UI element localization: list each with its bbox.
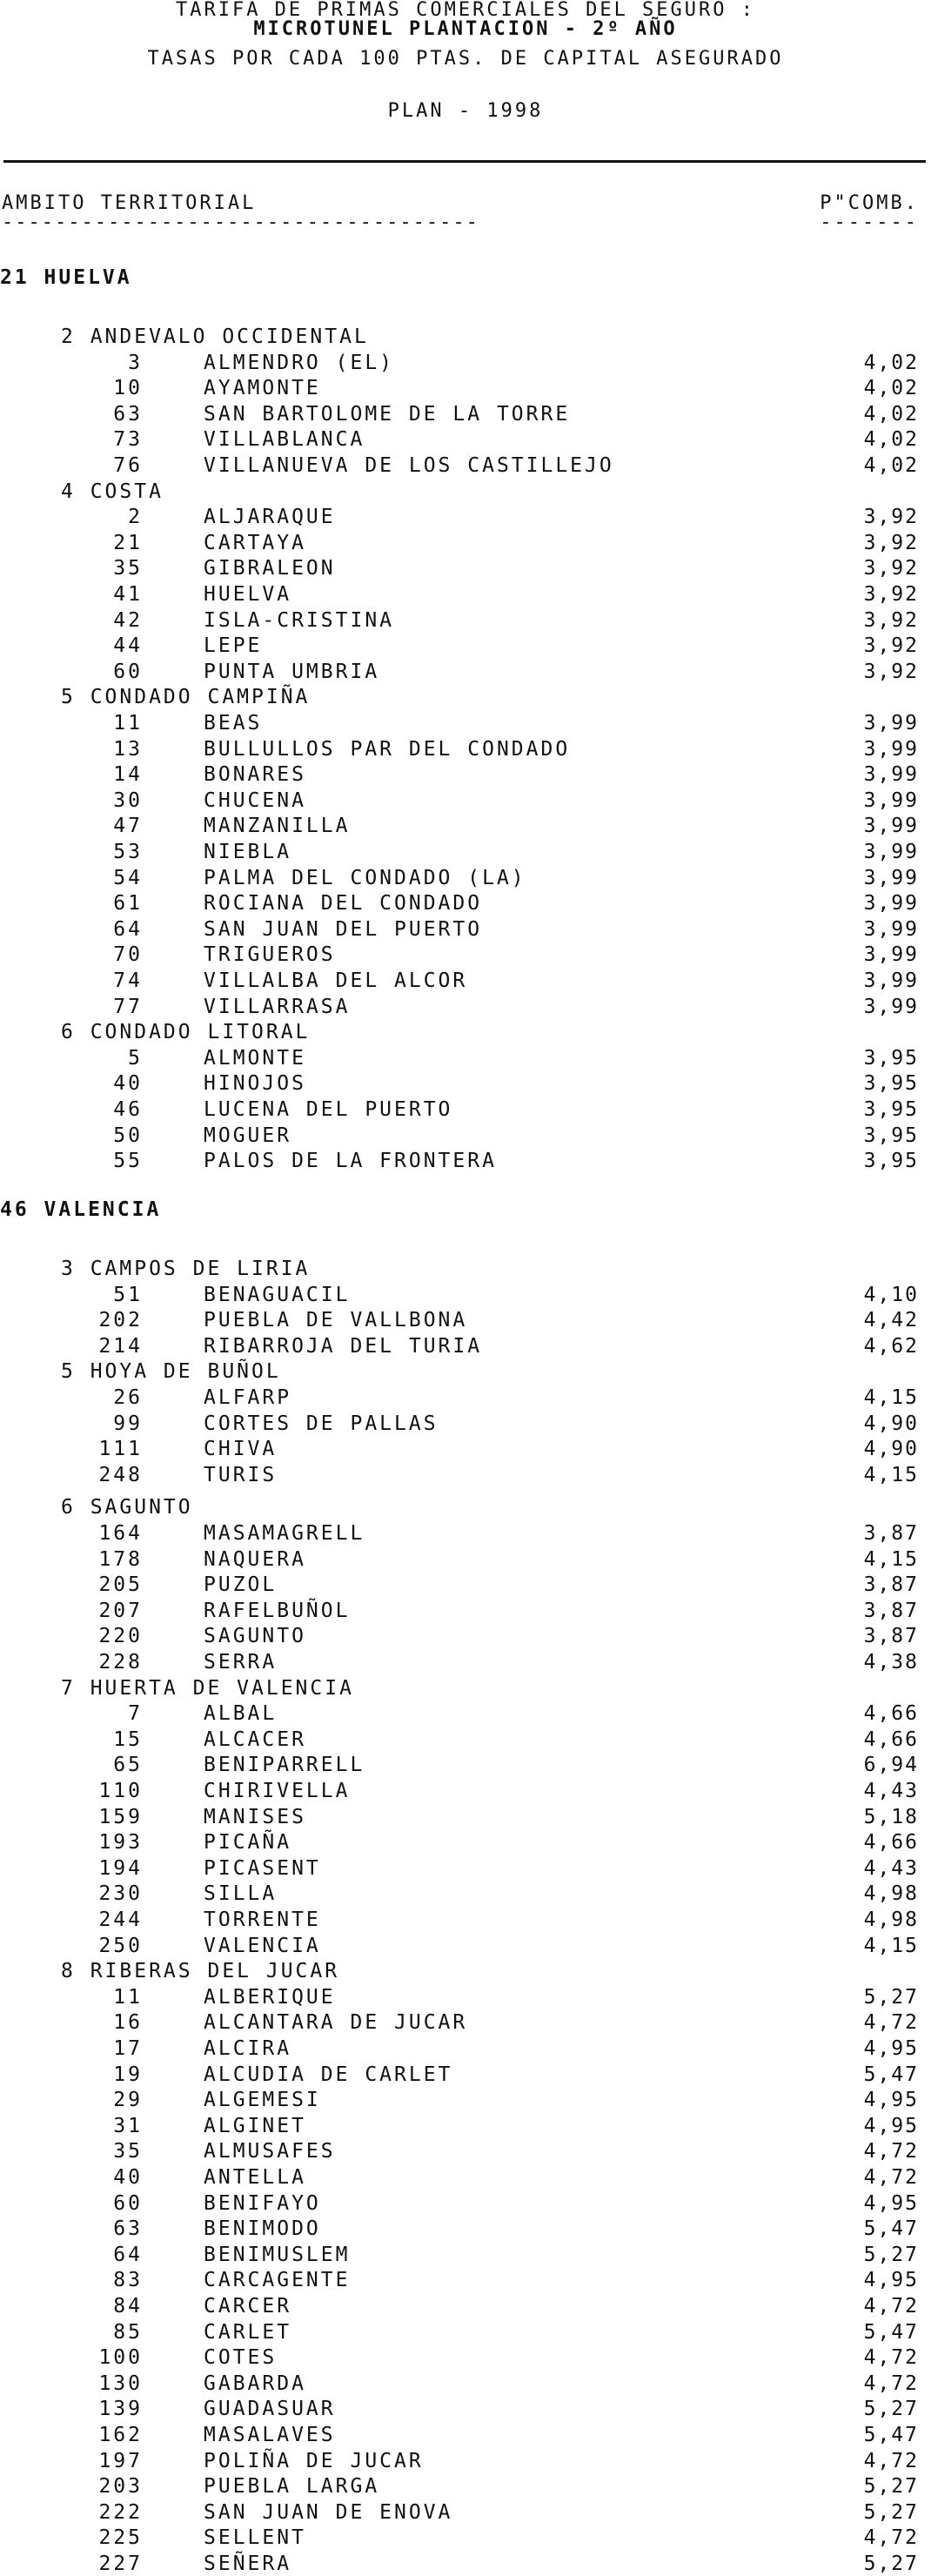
municipality-name: GUADASUAR — [204, 2398, 336, 2421]
premium-rate: 4,15 — [863, 1547, 919, 1571]
municipality-code: 73 — [113, 428, 143, 452]
premium-rate: 5,27 — [863, 2553, 919, 2575]
premium-rate: 4,15 — [863, 1386, 919, 1409]
premium-rate: 3,92 — [863, 583, 919, 606]
municipality-name: CARCER — [204, 2295, 292, 2318]
municipality-name: VILLABLANCA — [204, 428, 365, 452]
premium-rate: 4,72 — [863, 2449, 919, 2472]
municipality-name: ALBAL — [204, 1702, 278, 1726]
municipality-code: 10 — [113, 377, 143, 400]
municipality-name: MOGUER — [204, 1124, 292, 1147]
plan-year: PLAN - 1998 — [387, 100, 544, 122]
municipality-code: 7 — [128, 1702, 143, 1726]
municipality-code: 74 — [113, 969, 143, 992]
municipality-name: MANZANILLA — [204, 815, 351, 838]
province-label: 46 VALENCIA — [0, 1198, 162, 1221]
municipality-code: 11 — [113, 1985, 143, 2009]
municipality-name: ALMONTE — [204, 1046, 306, 1070]
column-header-rate: P"COMB. — [820, 192, 919, 214]
municipality-name: SAGUNTO — [204, 1625, 306, 1648]
premium-rate: 4,42 — [863, 1309, 919, 1332]
municipality-name: ROCIANA DEL CONDADO — [204, 892, 483, 916]
municipality-name: NIEBLA — [204, 841, 292, 863]
municipality-name: VILLALBA DEL ALCOR — [204, 969, 468, 992]
municipality-code: 64 — [113, 2243, 143, 2266]
comarca-label: 6 CONDADO LITORAL — [61, 1021, 311, 1044]
municipality-code: 30 — [113, 788, 143, 812]
municipality-name: TRIGUEROS — [204, 943, 336, 967]
municipality-name: VALENCIA — [204, 1934, 321, 1957]
premium-rate: 5,47 — [863, 2424, 919, 2446]
municipality-code: 228 — [98, 1651, 143, 1674]
header-title-line-2: MICROTUNEL PLANTACION - 2º AÑO — [253, 18, 678, 40]
municipality-name: BENIMUSLEM — [204, 2243, 351, 2266]
premium-rate: 3,87 — [863, 1573, 919, 1597]
premium-rate: 3,99 — [863, 737, 919, 761]
municipality-name: SERRA — [204, 1651, 278, 1674]
municipality-name: PUEBLA DE VALLBONA — [204, 1309, 468, 1332]
municipality-code: 26 — [113, 1386, 143, 1409]
municipality-code: 31 — [113, 2114, 143, 2137]
municipality-name: VILLARRASA — [204, 995, 351, 1018]
header-rule — [3, 160, 926, 163]
premium-rate: 4,02 — [863, 351, 919, 374]
municipality-code: 76 — [113, 454, 143, 477]
premium-rate: 3,95 — [863, 1124, 919, 1147]
municipality-name: CARTAYA — [204, 531, 306, 554]
municipality-name: ALJARAQUE — [204, 506, 336, 529]
municipality-name: CARCAGENTE — [204, 2269, 351, 2292]
municipality-name: CARLET — [204, 2320, 292, 2344]
premium-rate: 4,90 — [863, 1438, 919, 1461]
premium-rate: 3,92 — [863, 634, 919, 658]
premium-rate: 4,72 — [863, 2295, 919, 2318]
municipality-code: 63 — [113, 402, 143, 426]
premium-rate: 3,92 — [863, 557, 919, 580]
municipality-code: 207 — [98, 1599, 143, 1622]
municipality-name: ALBERIQUE — [204, 1985, 336, 2009]
premium-rate: 4,72 — [863, 2346, 919, 2370]
municipality-code: 17 — [113, 2037, 143, 2060]
premium-rate: 4,98 — [863, 1882, 919, 1906]
municipality-name: NAQUERA — [204, 1547, 306, 1571]
municipality-name: ALCUDIA DE CARLET — [204, 2063, 453, 2086]
municipality-code: 35 — [113, 557, 143, 580]
comarca-label: 5 CONDADO CAMPIÑA — [61, 686, 311, 709]
municipality-code: 248 — [98, 1463, 143, 1486]
comarca-label: 8 RIBERAS DEL JUCAR — [61, 1960, 340, 1983]
municipality-code: 85 — [113, 2320, 143, 2344]
premium-rate: 3,95 — [863, 1072, 919, 1096]
premium-rate: 4,72 — [863, 2166, 919, 2189]
premium-rate: 4,98 — [863, 1909, 919, 1931]
column-header-ambito: AMBITO TERRITORIAL — [2, 192, 257, 214]
municipality-code: 250 — [98, 1934, 143, 1957]
header-title-line-1: TARIFA DE PRIMAS COMERCIALES DEL SEGURO : — [175, 0, 756, 21]
municipality-name: RAFELBUÑOL — [204, 1599, 351, 1622]
municipality-name: ALFARP — [204, 1386, 292, 1409]
municipality-name: SAN JUAN DEL PUERTO — [204, 917, 483, 941]
municipality-name: MASALAVES — [204, 2424, 336, 2446]
premium-rate: 4,72 — [863, 2526, 919, 2550]
premium-rate: 4,02 — [863, 377, 919, 400]
premium-rate: 6,94 — [863, 1754, 919, 1777]
municipality-code: 41 — [113, 583, 143, 606]
premium-rate: 3,99 — [863, 712, 919, 735]
premium-rate: 5,27 — [863, 2500, 919, 2524]
municipality-code: 70 — [113, 943, 143, 967]
municipality-code: 51 — [113, 1283, 143, 1306]
premium-rate: 3,99 — [863, 763, 919, 787]
premium-rate: 5,47 — [863, 2063, 919, 2086]
municipality-code: 40 — [113, 1072, 143, 1096]
municipality-code: 197 — [98, 2449, 143, 2472]
premium-rate: 3,95 — [863, 1150, 919, 1173]
municipality-name: POLIÑA DE JUCAR — [204, 2449, 424, 2472]
premium-rate: 3,99 — [863, 815, 919, 838]
premium-rate: 4,72 — [863, 2011, 919, 2035]
municipality-name: SAN BARTOLOME DE LA TORRE — [204, 402, 571, 426]
municipality-code: 19 — [113, 2063, 143, 2086]
municipality-code: 193 — [98, 1831, 143, 1855]
municipality-name: BEAS — [204, 712, 263, 735]
municipality-name: HINOJOS — [204, 1072, 306, 1096]
premium-rate: 5,47 — [863, 2320, 919, 2344]
municipality-name: PICAÑA — [204, 1831, 292, 1855]
premium-rate: 5,27 — [863, 2398, 919, 2421]
premium-rate: 3,87 — [863, 1599, 919, 1622]
municipality-name: ALGEMESI — [204, 2089, 321, 2112]
municipality-code: 139 — [98, 2398, 143, 2421]
municipality-code: 60 — [113, 660, 143, 683]
column-header-rate-underline: ------- — [820, 211, 919, 233]
municipality-code: 244 — [98, 1909, 143, 1931]
municipality-name: COTES — [204, 2346, 278, 2370]
premium-rate: 4,90 — [863, 1412, 919, 1435]
premium-rate: 4,43 — [863, 1856, 919, 1880]
comarca-label: 2 ANDEVALO OCCIDENTAL — [61, 325, 369, 348]
premium-rate: 4,02 — [863, 428, 919, 452]
municipality-code: 164 — [98, 1522, 143, 1545]
municipality-name: SEÑERA — [204, 2553, 292, 2575]
municipality-code: 65 — [113, 1754, 143, 1777]
municipality-name: PALMA DEL CONDADO (LA) — [204, 866, 526, 889]
municipality-code: 203 — [98, 2475, 143, 2499]
comarca-label: 7 HUERTA DE VALENCIA — [61, 1676, 354, 1700]
municipality-name: AYAMONTE — [204, 377, 321, 400]
municipality-code: 54 — [113, 866, 143, 889]
premium-rate: 4,66 — [863, 1727, 919, 1751]
municipality-code: 222 — [98, 2500, 143, 2524]
municipality-name: PUNTA UMBRIA — [204, 660, 380, 683]
municipality-name: MANISES — [204, 1805, 306, 1828]
premium-rate: 4,66 — [863, 1702, 919, 1726]
municipality-name: BENIMODO — [204, 2217, 321, 2241]
municipality-name: BENIFAYO — [204, 2191, 321, 2215]
municipality-code: 3 — [128, 351, 143, 374]
premium-rate: 4,95 — [863, 2089, 919, 2112]
municipality-name: ALMENDRO (EL) — [204, 351, 395, 374]
premium-rate: 4,15 — [863, 1463, 919, 1486]
comarca-label: 6 SAGUNTO — [61, 1496, 193, 1519]
municipality-code: 227 — [98, 2553, 143, 2575]
municipality-code: 220 — [98, 1625, 143, 1648]
municipality-code: 13 — [113, 737, 143, 761]
premium-rate: 3,92 — [863, 660, 919, 683]
municipality-name: SAN JUAN DE ENOVA — [204, 2500, 453, 2524]
premium-rate: 3,99 — [863, 943, 919, 967]
premium-rate: 4,15 — [863, 1934, 919, 1957]
municipality-name: ANTELLA — [204, 2166, 306, 2189]
municipality-name: ALCACER — [204, 1727, 306, 1751]
municipality-name: BULLULLOS PAR DEL CONDADO — [204, 737, 571, 761]
municipality-name: TORRENTE — [204, 1909, 321, 1931]
municipality-code: 159 — [98, 1805, 143, 1828]
comarca-label: 5 HOYA DE BUÑOL — [61, 1360, 281, 1384]
premium-rate: 4,72 — [863, 2371, 919, 2395]
premium-rate: 3,99 — [863, 917, 919, 941]
municipality-code: 16 — [113, 2011, 143, 2035]
municipality-code: 46 — [113, 1098, 143, 1121]
premium-rate: 4,02 — [863, 402, 919, 426]
premium-rate: 3,95 — [863, 1098, 919, 1121]
municipality-code: 14 — [113, 763, 143, 787]
municipality-code: 35 — [113, 2140, 143, 2163]
premium-rate: 4,66 — [863, 1831, 919, 1855]
municipality-code: 111 — [98, 1438, 143, 1461]
municipality-code: 84 — [113, 2295, 143, 2318]
premium-rate: 3,92 — [863, 506, 919, 529]
municipality-name: CHUCENA — [204, 788, 306, 812]
municipality-code: 55 — [113, 1150, 143, 1173]
municipality-code: 205 — [98, 1573, 143, 1597]
municipality-code: 100 — [98, 2346, 143, 2370]
municipality-code: 50 — [113, 1124, 143, 1147]
province-label: 21 HUELVA — [0, 266, 132, 289]
premium-rate: 5,47 — [863, 2217, 919, 2241]
municipality-name: ALCANTARA DE JUCAR — [204, 2011, 468, 2035]
municipality-code: 5 — [128, 1046, 143, 1070]
comarca-label: 4 COSTA — [61, 480, 164, 503]
premium-rate: 3,99 — [863, 788, 919, 812]
municipality-name: RIBARROJA DEL TURIA — [204, 1334, 483, 1358]
municipality-name: BENAGUACIL — [204, 1283, 351, 1306]
municipality-name: LEPE — [204, 634, 263, 658]
premium-rate: 3,99 — [863, 969, 919, 992]
municipality-name: CHIVA — [204, 1438, 278, 1461]
municipality-name: PICASENT — [204, 1856, 321, 1880]
municipality-name: GIBRALEON — [204, 557, 336, 580]
municipality-name: PUZOL — [204, 1573, 278, 1597]
municipality-code: 83 — [113, 2269, 143, 2292]
premium-rate: 3,99 — [863, 841, 919, 863]
municipality-name: PALOS DE LA FRONTERA — [204, 1150, 497, 1173]
municipality-name: SILLA — [204, 1882, 278, 1906]
municipality-code: 60 — [113, 2191, 143, 2215]
municipality-name: BENIPARRELL — [204, 1754, 365, 1777]
premium-rate: 5,27 — [863, 2243, 919, 2266]
premium-rate: 4,43 — [863, 1780, 919, 1802]
municipality-name: VILLANUEVA DE LOS CASTILLEJO — [204, 454, 614, 477]
header-title-line-3: TASAS POR CADA 100 PTAS. DE CAPITAL ASEGURADO — [147, 48, 784, 70]
premium-rate: 3,92 — [863, 531, 919, 554]
municipality-name: TURIS — [204, 1463, 278, 1486]
municipality-code: 42 — [113, 608, 143, 632]
municipality-code: 40 — [113, 2166, 143, 2189]
municipality-code: 2 — [128, 506, 143, 529]
municipality-code: 202 — [98, 1309, 143, 1332]
municipality-code: 53 — [113, 841, 143, 863]
comarca-label: 3 CAMPOS DE LIRIA — [61, 1258, 311, 1280]
municipality-code: 130 — [98, 2371, 143, 2395]
municipality-name: LUCENA DEL PUERTO — [204, 1098, 453, 1121]
municipality-name: CHIRIVELLA — [204, 1780, 351, 1802]
municipality-code: 230 — [98, 1882, 143, 1906]
municipality-name: ISLA-CRISTINA — [204, 608, 395, 632]
premium-rate: 4,38 — [863, 1651, 919, 1674]
premium-rate: 3,87 — [863, 1522, 919, 1545]
municipality-code: 63 — [113, 2217, 143, 2241]
municipality-code: 11 — [113, 712, 143, 735]
premium-rate: 4,62 — [863, 1334, 919, 1358]
municipality-code: 15 — [113, 1727, 143, 1751]
premium-rate: 3,99 — [863, 892, 919, 916]
municipality-code: 61 — [113, 892, 143, 916]
municipality-code: 110 — [98, 1780, 143, 1802]
premium-rate: 5,27 — [863, 1985, 919, 2009]
premium-rate: 4,95 — [863, 2114, 919, 2137]
column-header-ambito-underline: ------------------------------------ — [2, 211, 479, 233]
premium-rate: 3,92 — [863, 608, 919, 632]
municipality-name: MASAMAGRELL — [204, 1522, 365, 1545]
premium-rate: 4,95 — [863, 2191, 919, 2215]
municipality-name: GABARDA — [204, 2371, 306, 2395]
premium-rate: 4,95 — [863, 2269, 919, 2292]
municipality-code: 47 — [113, 815, 143, 838]
municipality-code: 77 — [113, 995, 143, 1018]
municipality-code: 162 — [98, 2424, 143, 2446]
premium-rate: 3,87 — [863, 1625, 919, 1648]
municipality-code: 99 — [113, 1412, 143, 1435]
premium-rate: 3,99 — [863, 995, 919, 1018]
premium-rate: 5,18 — [863, 1805, 919, 1828]
municipality-name: PUEBLA LARGA — [204, 2475, 380, 2499]
municipality-code: 44 — [113, 634, 143, 658]
municipality-name: HUELVA — [204, 583, 292, 606]
municipality-name: BONARES — [204, 763, 306, 787]
municipality-code: 214 — [98, 1334, 143, 1358]
municipality-code: 29 — [113, 2089, 143, 2112]
premium-rate: 3,95 — [863, 1046, 919, 1070]
premium-rate: 4,95 — [863, 2037, 919, 2060]
municipality-code: 64 — [113, 917, 143, 941]
premium-rate: 3,99 — [863, 866, 919, 889]
premium-rate: 4,10 — [863, 1283, 919, 1306]
municipality-code: 178 — [98, 1547, 143, 1571]
municipality-code: 225 — [98, 2526, 143, 2550]
municipality-name: ALMUSAFES — [204, 2140, 336, 2163]
municipality-code: 21 — [113, 531, 143, 554]
municipality-name: ALCIRA — [204, 2037, 292, 2060]
municipality-code: 194 — [98, 1856, 143, 1880]
premium-rate: 5,27 — [863, 2475, 919, 2499]
municipality-name: CORTES DE PALLAS — [204, 1412, 439, 1435]
municipality-name: SELLENT — [204, 2526, 306, 2550]
premium-rate: 4,72 — [863, 2140, 919, 2163]
premium-rate: 4,02 — [863, 454, 919, 477]
municipality-name: ALGINET — [204, 2114, 306, 2137]
